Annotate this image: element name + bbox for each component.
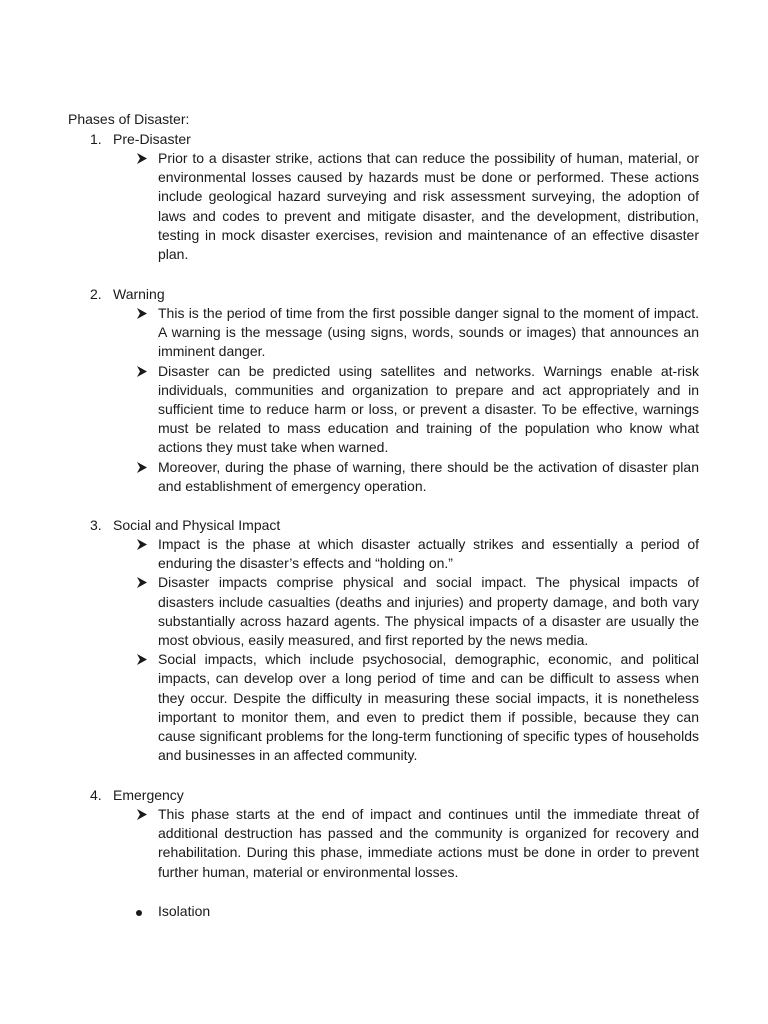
bullet-list (0, 535, 768, 765)
arrow-bullet-icon (136, 573, 150, 592)
list-item (0, 149, 699, 264)
arrow-bullet-icon (136, 304, 150, 323)
arrow-bullet-icon (136, 535, 150, 554)
list-item (0, 458, 699, 496)
list-item (0, 304, 699, 362)
arrow-bullet-icon (136, 362, 150, 381)
phase-heading (90, 285, 165, 304)
arrow-bullet-icon (136, 805, 150, 824)
bullet-text: Disaster impacts comprise physical and social impact. The physical impacts of disasters include casualties (deaths and injuries) and property damage, and both vary substantially across hazard agents. The physical impacts of a disaster are usually the most obvious, easily measured, and first reported by the news media. (158, 574, 699, 649)
phase-name: Emergency (113, 787, 184, 803)
phase-heading (90, 786, 184, 805)
list-item (0, 650, 699, 765)
phase-number: 1. (90, 131, 102, 147)
list-item (0, 362, 699, 458)
bullet-text: Prior to a disaster strike, actions that can reduce the possibility of human, material, or environmental losses caused by hazards must be done or performed. These actions include geological hazard surveying and risk assessment surveying, the adoption of laws and codes to prevent and mitigate disaster, and the development, distribution, testing in mock disaster exercises, revision and maintenance of an effective disaster plan. (158, 150, 699, 263)
phase-number: 4. (90, 787, 102, 803)
bullet-text: Social impacts, which include psychosocial, demographic, economic, and political impacts, can develop over a long period of time and can be difficult to assess when they occur. Despite the difficulty in measuring these social impacts, it is nonetheless important to monitor them, and even to predict them if possible, because they can cause significant problems for the long-term functioning of specific types of households and businesses in an affected community. (158, 651, 699, 764)
list-item (0, 573, 699, 650)
bullet-list (0, 805, 768, 882)
phase-number: 2. (90, 286, 102, 302)
bullet-text: Moreover, during the phase of warning, there should be the activation of disaster plan and establishment of emergency operation. (158, 458, 699, 494)
phase-name: Social and Physical Impact (113, 517, 281, 533)
bullet-text: This is the period of time from the first possible danger signal to the moment of impact. A warning is the message (using signs, words, sounds or images) that announces an imminent danger. (158, 305, 699, 360)
document-title: Phases of Disaster: (68, 111, 190, 127)
arrow-bullet-icon (136, 149, 150, 168)
arrow-bullet-icon (136, 458, 150, 477)
arrow-bullet-icon (136, 650, 150, 669)
bullet-text: This phase starts at the end of impact and continues until the immediate threat of additional destruction has passed and the community is organized for recovery and rehabilitation. During this phase, immediate actions must be done in order to prevent further human, material or environmental losses. (158, 806, 699, 880)
phase-number: 3. (90, 517, 102, 533)
round-bullet-icon (136, 910, 142, 916)
phase-name: Pre-Disaster (113, 131, 191, 147)
list-item (0, 535, 699, 573)
phase-heading (90, 130, 191, 149)
bullet-list (0, 304, 768, 496)
bullet-list (0, 149, 768, 264)
list-item (0, 805, 699, 882)
bullet-text: Disaster can be predicted using satellites and networks. Warnings enable at-risk individuals, communities and organization to prepare and act appropriately and in sufficient time to reduce harm or loss, or prevent a disaster. To be effective, warnings must be related to mass education and training of the population who know what actions they must take when warned. (158, 362, 699, 456)
bullet-text: Impact is the phase at which disaster actually strikes and essentially a period of enduring the disaster’s effects and “holding on.” (158, 536, 699, 572)
sub-item-label: Isolation (158, 903, 211, 919)
phase-heading (90, 516, 280, 535)
phase-name: Warning (113, 286, 165, 302)
